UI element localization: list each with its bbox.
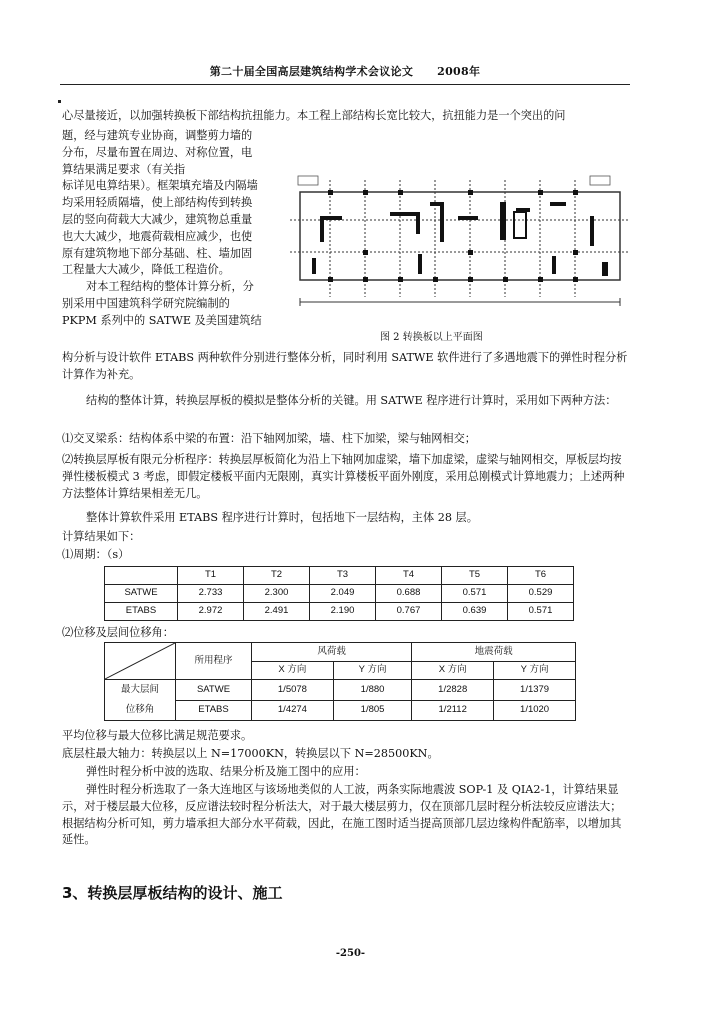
table-cell: 2.190 xyxy=(310,603,376,621)
table-cell: 0.571 xyxy=(442,585,508,603)
row-label-cell xyxy=(105,680,176,721)
diagonal-cell xyxy=(105,643,176,680)
header-rule xyxy=(60,84,630,85)
table-cell: 0.767 xyxy=(376,603,442,621)
margin-dot xyxy=(58,100,61,103)
row-label-line-1: 最大层间 xyxy=(120,684,159,695)
floor-plan-figure xyxy=(290,172,632,322)
left-col-line: 题，经与建筑专业协商，调整剪力墙的 xyxy=(62,129,253,142)
paragraph-2: 构分析与设计软件 ETABS 两种软件分别进行整体分析，同时利用 SATWE 软件进行了多遇地震下的弹性时程分析计算作为补充。 xyxy=(62,351,628,381)
after-line-1: 平均位移与最大位移比满足规范要求。 xyxy=(62,729,253,742)
period-table xyxy=(104,566,574,621)
table-header-cell: T4 xyxy=(376,567,442,585)
table-header-cell xyxy=(105,567,178,585)
table-cell: 1/1020 xyxy=(494,700,576,721)
page-number: -250- xyxy=(335,948,366,959)
body-line-1: 心尽量接近，以加强转换板下部结构抗扭能力。本工程上部结构长宽比较大，抗扭能力是一个突出的问 xyxy=(62,109,566,122)
row-label-line-2: 位移角 xyxy=(125,704,155,715)
table-cell: 1/2112 xyxy=(412,700,494,721)
quake-y-header: Y 方向 xyxy=(494,661,576,680)
table-cell: 1/805 xyxy=(333,700,411,721)
table-header-row xyxy=(105,567,574,585)
table-cell: 0.688 xyxy=(376,585,442,603)
paragraph-3: 结构的整体计算，转换层厚板的模拟是整体分析的关键。用 SATWE 程序进行计算时，采用如下两种方法： xyxy=(86,394,617,407)
table-cell: 1/1379 xyxy=(494,680,576,701)
left-col-line: 对本工程结构的整体计算分析，分 xyxy=(86,280,254,294)
running-header xyxy=(60,64,630,81)
table-header-cell: T5 xyxy=(442,567,508,585)
program-header: 所用程序 xyxy=(176,643,252,680)
table-cell: 2.300 xyxy=(244,585,310,603)
wind-header: 风荷载 xyxy=(252,643,412,662)
table-cell: 2.733 xyxy=(178,585,244,603)
table-row xyxy=(105,603,574,621)
table-cell: SATWE xyxy=(176,680,252,701)
displacement-label: ⑵位移及层间位移角： xyxy=(62,626,174,639)
table-header-cell: T3 xyxy=(310,567,376,585)
table-cell: SATWE xyxy=(105,585,178,603)
table-cell: 1/880 xyxy=(333,680,411,701)
table-cell: 0.529 xyxy=(508,585,574,603)
displacement-table-wrap xyxy=(104,642,576,724)
method-2: ⑵转换层厚板有限元分析程序：转换层厚板简化为沿上下轴网加虚梁，墙下加虚梁，虚梁与轴网相交，厚板层均按弹性楼板模式 3 考虑，即假定楼板平面内无限刚，真实计算楼板平面外刚度，采用总刚模式计算地震力；上述两种方法整体计算结果相差无几。 xyxy=(62,453,625,500)
table-cell: 1/4274 xyxy=(252,700,334,721)
wind-x-header: X 方向 xyxy=(252,661,334,680)
after-line-3: 弹性时程分析中波的选取、结果分析及施工图中的应用： xyxy=(86,765,366,778)
table-row xyxy=(105,680,576,701)
quake-x-header: X 方向 xyxy=(412,661,494,680)
table-cell: ETABS xyxy=(105,603,178,621)
table-row xyxy=(105,700,576,721)
table-header-cell: T1 xyxy=(178,567,244,585)
left-col-line: 也大大减少，地震荷载相应减少，也使 xyxy=(62,229,253,243)
table-row xyxy=(105,585,574,603)
table-cell: 1/5078 xyxy=(252,680,334,701)
table-cell: 2.972 xyxy=(178,603,244,621)
results-intro: 计算结果如下： xyxy=(62,530,141,543)
diagonal-line xyxy=(105,643,175,679)
left-column xyxy=(62,128,282,330)
left-col-line: 分布，尽量布置在周边、对称位置，电 xyxy=(62,145,253,159)
table-cell: 0.639 xyxy=(442,603,508,621)
left-col-line: 原有建筑物地下部分基础、柱、墙加固 xyxy=(62,246,253,260)
header-year: 2008年 xyxy=(437,65,481,78)
table-cell: 2.491 xyxy=(244,603,310,621)
table-cell: 1/2828 xyxy=(412,680,494,701)
after-line-4: 弹性时程分析选取了一条大连地区与该场地类似的人工波，两条实际地震波 SOP-1 及 QIA2-1，计算结果显示，对于楼层最大位移，反应谱法较时程分析法大，对于最大楼层剪力，仅在顶部几层时程分析法较反应谱法大；根据结构分析可知，剪力墙承担大部分水平荷载，因此，在施工图时适当提高顶部几层边缘构件配筋率，以增加其延性。 xyxy=(62,783,622,847)
table-cell: ETABS xyxy=(176,700,252,721)
table-header-cell: T6 xyxy=(508,567,574,585)
figure-caption: 图 2 转换板以上平面图 xyxy=(380,332,483,343)
paragraph-4: 整体计算软件采用 ETABS 程序进行计算时，包括地下一层结构，主体 28 层。 xyxy=(86,511,478,524)
left-col-line: 别采用中国建筑科学研究院编制的 xyxy=(62,296,230,310)
left-col-line: PKPM 系列中的 SATWE 及美国建筑结 xyxy=(62,313,262,327)
left-col-line: 层的竖向荷载大大减少，建筑物总重量 xyxy=(62,212,253,226)
wind-y-header: Y 方向 xyxy=(333,661,411,680)
table-cell: 0.571 xyxy=(508,603,574,621)
left-col-line: 标详见电算结果）。框架填充墙及内隔墙 xyxy=(62,179,258,193)
period-label: ⑴周期：（s） xyxy=(62,548,130,561)
table-cell: 2.049 xyxy=(310,585,376,603)
after-line-2: 底层柱最大轴力：转换层以上 N=17000KN，转换层以下 N=28500KN。 xyxy=(62,747,439,760)
left-col-line: 均采用轻质隔墙，使上部结构传到转换 xyxy=(62,196,253,210)
displacement-table xyxy=(104,642,576,721)
table-header-cell: T2 xyxy=(244,567,310,585)
quake-header: 地震荷载 xyxy=(412,643,576,662)
header-title: 第二十届全国高层建筑结构学术会议论文 xyxy=(209,65,414,78)
method-1: ⑴交叉梁系：结构体系中梁的布置：沿下轴网加梁，墙、柱下加梁，梁与轴网相交； xyxy=(62,432,476,445)
section-title: 3、转换层厚板结构的设计、施工 xyxy=(62,884,283,902)
left-col-line: 工程量大大减少，降低工程造价。 xyxy=(62,263,230,277)
left-col-line: 算结果满足要求（有关指 xyxy=(62,162,186,176)
